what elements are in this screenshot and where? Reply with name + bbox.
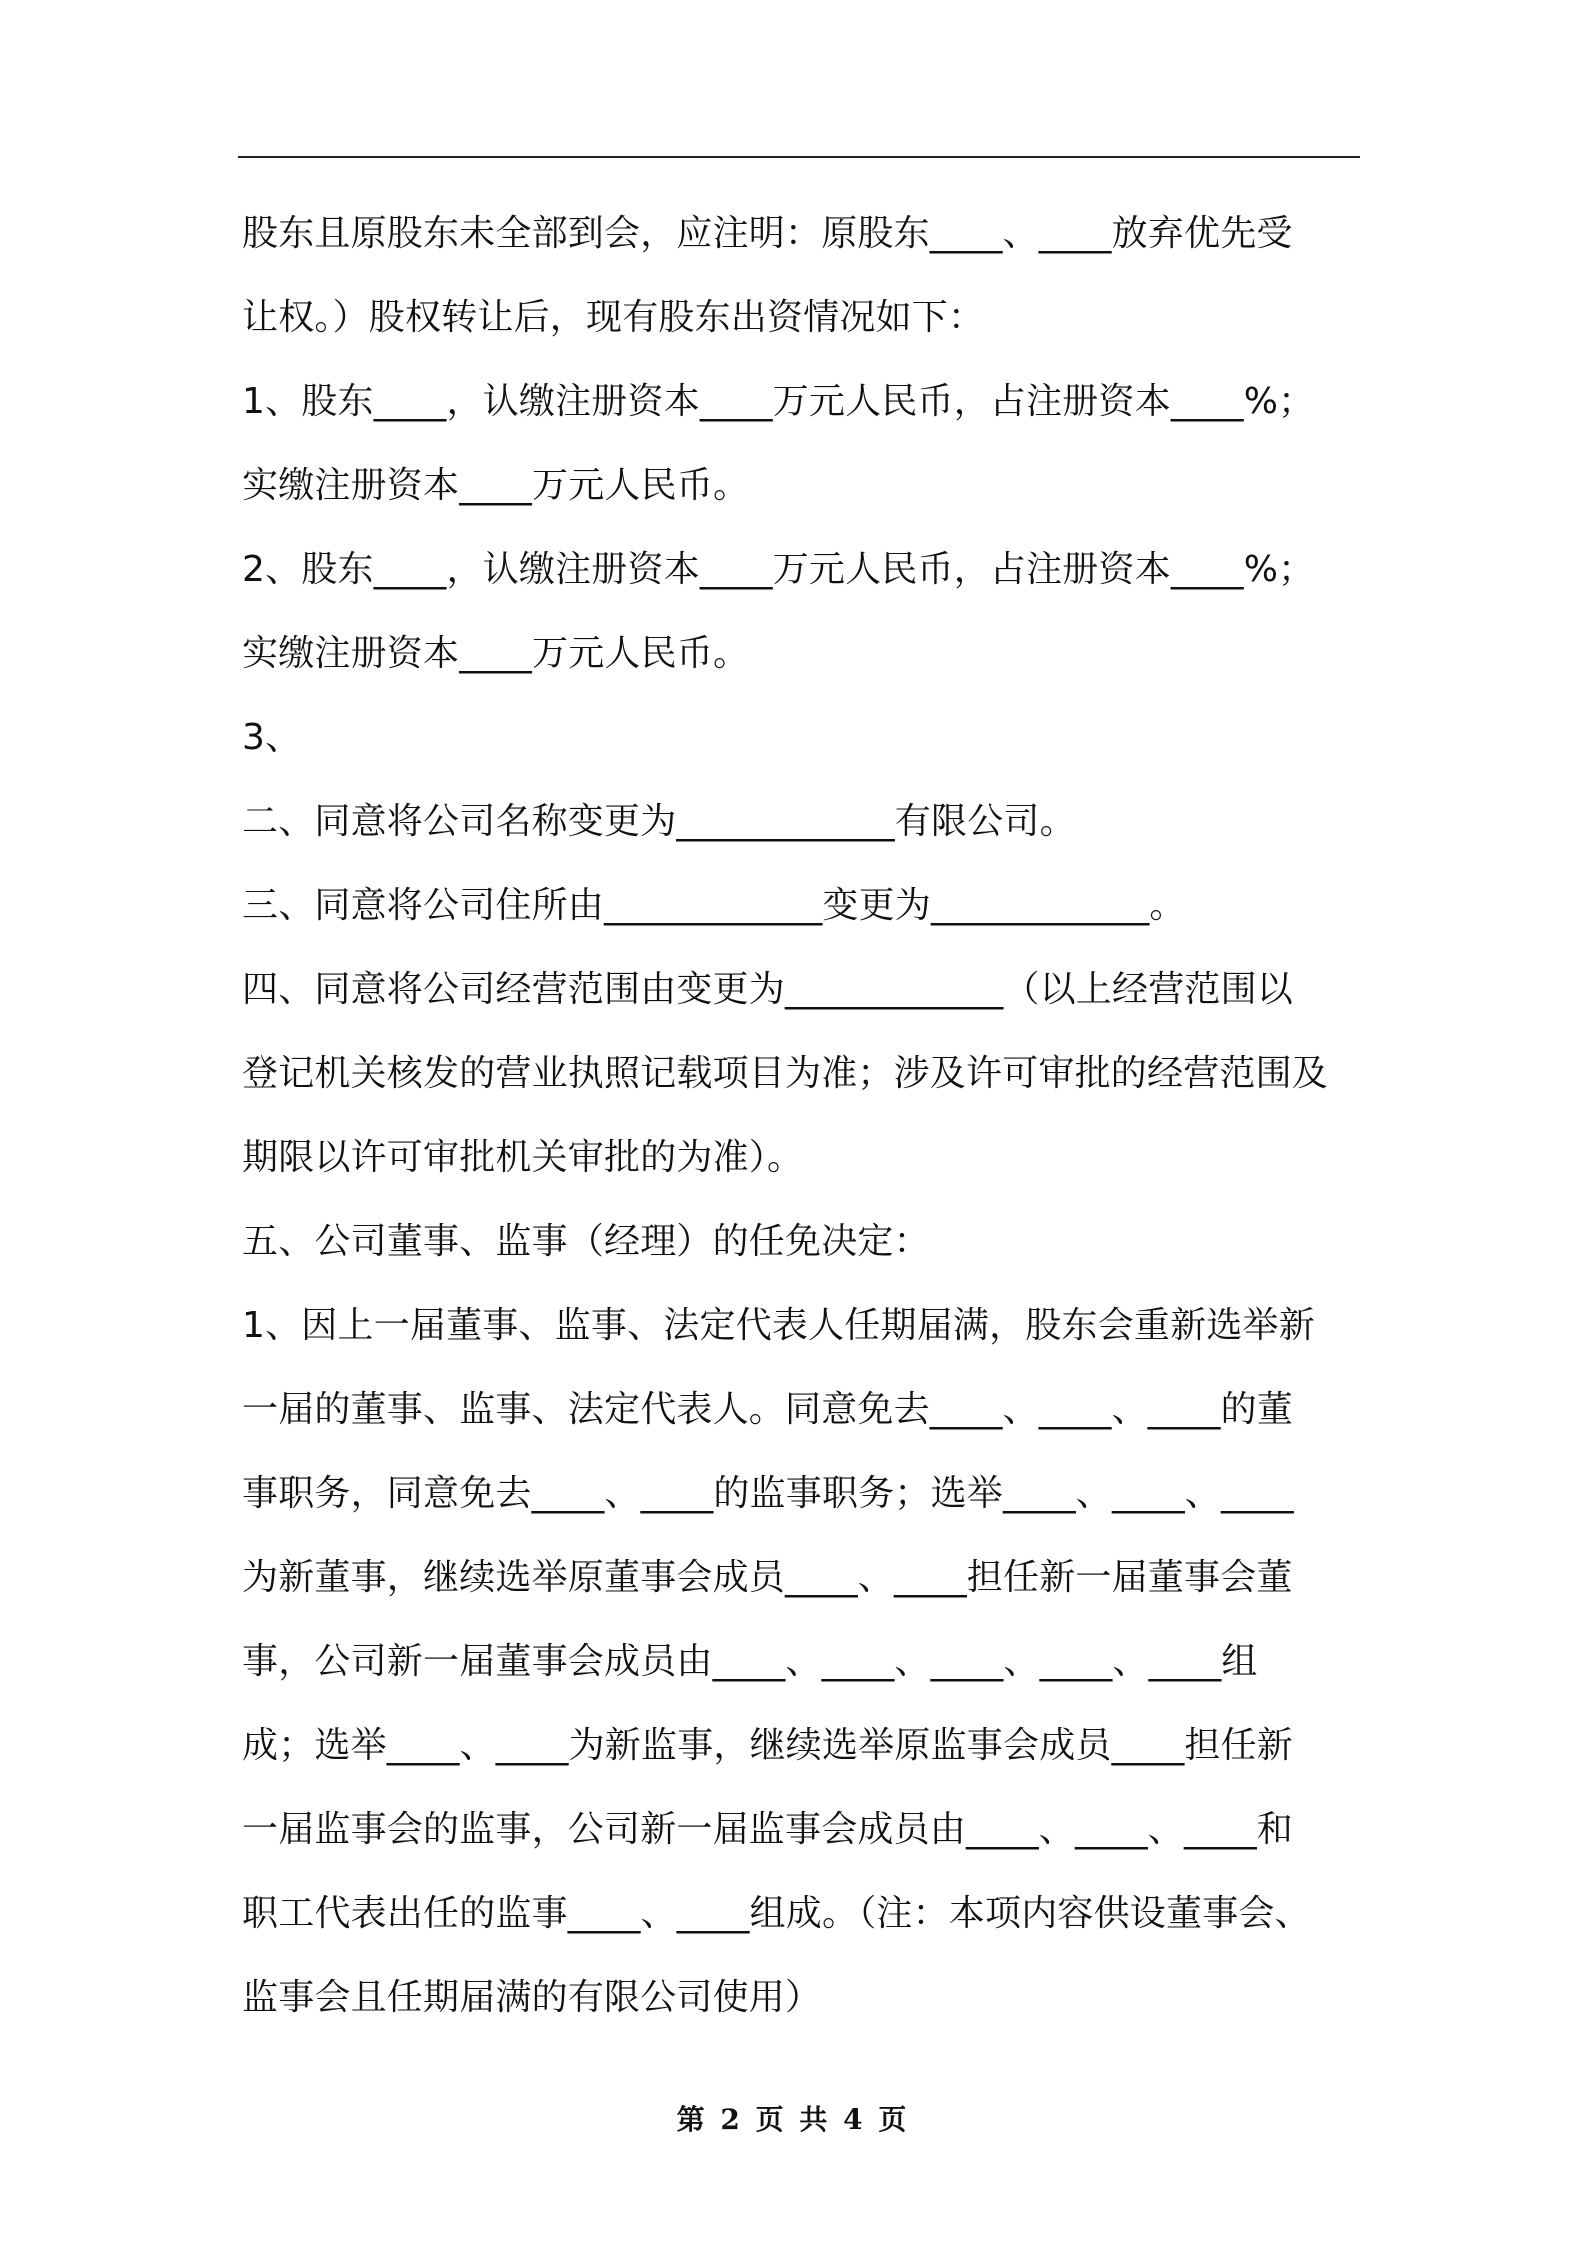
text-line: 一届监事会的监事，公司新一届监事会成员由____、____、____和 [242,1809,1294,1850]
text-line: 职工代表出任的监事____、____组成。（注：本项内容供设董事会、 [242,1893,1311,1934]
text-line: 1、因上一届董事、监事、法定代表人任期届满，股东会重新选举新 [242,1305,1315,1346]
text-line: 股东且原股东未全部到会，应注明：原股东____、____放弃优先受 [242,213,1293,254]
text-line: 实缴注册资本____万元人民币。 [242,465,750,506]
text-line: 期限以许可审批机关审批的为准）。 [242,1137,804,1178]
text-line: 一届的董事、监事、法定代表人。同意免去____、____、____的董 [242,1389,1294,1430]
text-line: 1、股东____，认缴注册资本____万元人民币，占注册资本____%； [242,381,1315,422]
text-line: 事职务，同意免去____、____的监事职务；选举____、____、____ [242,1473,1294,1514]
text-line: 3、 [242,717,302,758]
text-line: 三、同意将公司住所由____________变更为____________。 [242,885,1186,926]
text-line: 为新董事，继续选举原董事会成员____、____担任新一届董事会董 [242,1557,1293,1598]
text-line: 实缴注册资本____万元人民币。 [242,633,750,674]
text-line: 五、公司董事、监事（经理）的任免决定： [242,1221,930,1262]
text-line: 事，公司新一届董事会成员由____、____、____、____、____组 [242,1641,1258,1682]
text-line: 让权。）股权转让后，现有股东出资情况如下： [242,297,985,338]
page-number-footer: 第 2 页 共 4 页 [676,2103,910,2136]
text-line: 登记机关核发的营业执照记载项目为准；涉及许可审批的经营范围及 [242,1053,1329,1094]
header-rule [238,156,1360,158]
document-body [242,192,1358,2040]
text-line: 成；选举____、____为新监事，继续选举原监事会成员____担任新 [242,1725,1294,1766]
text-line: 2、股东____，认缴注册资本____万元人民币，占注册资本____%； [242,549,1315,590]
text-line: 监事会且任期届满的有限公司使用） [242,1977,822,2018]
text-line: 二、同意将公司名称变更为____________有限公司。 [242,801,1076,842]
text-line: 四、同意将公司经营范围由变更为____________（以上经营范围以 [242,969,1294,1010]
